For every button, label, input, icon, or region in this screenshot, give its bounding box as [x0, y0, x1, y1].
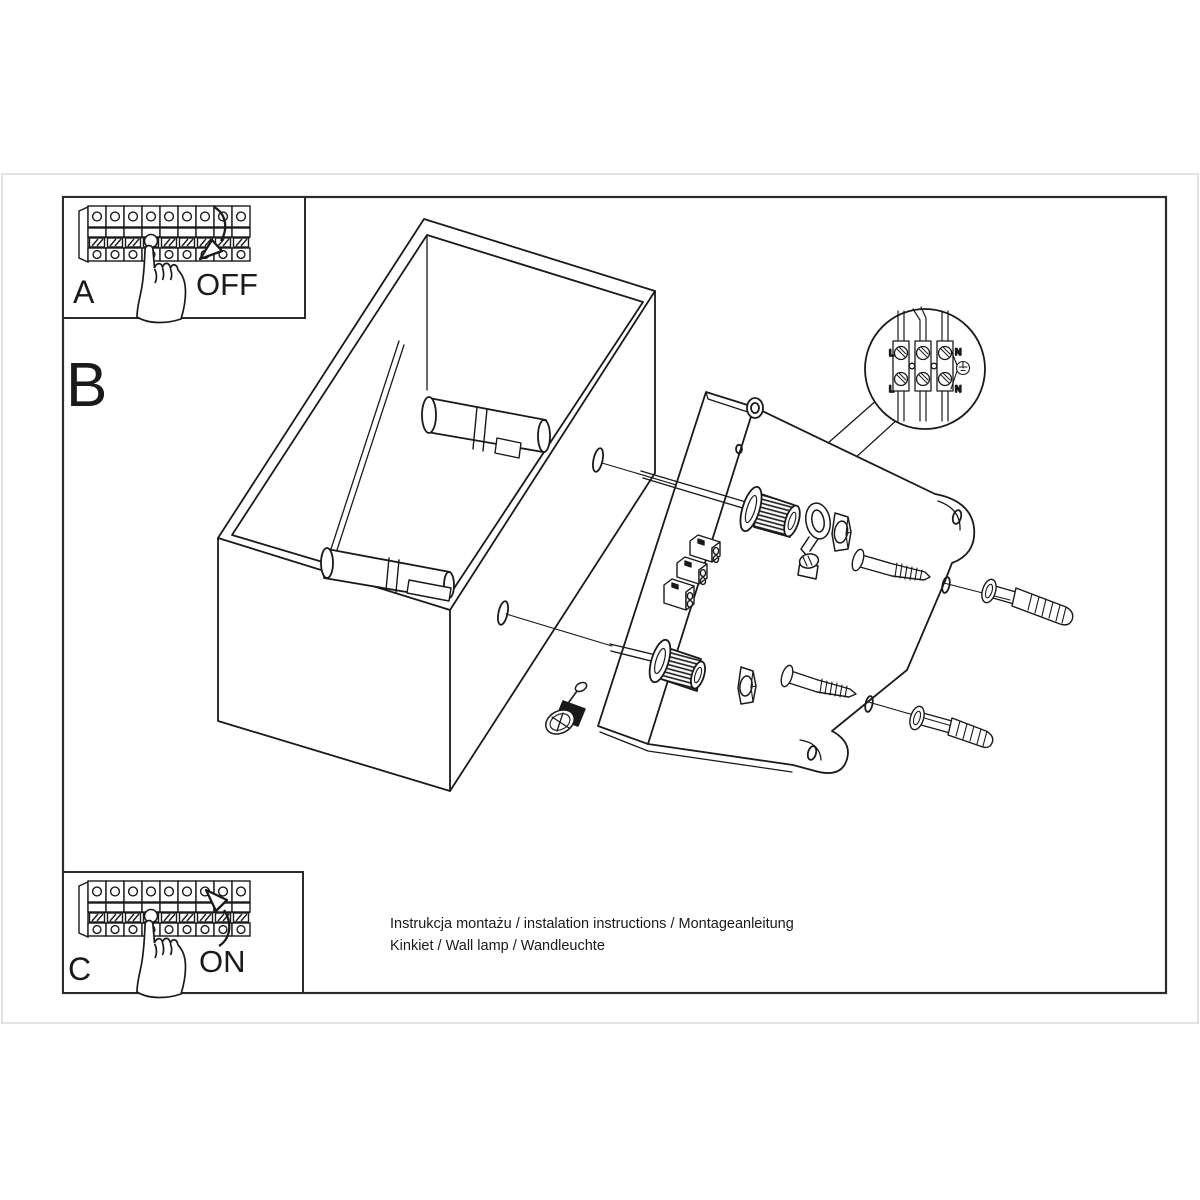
footer-line-1: Instrukcja montażu / instalation instructions / Montageanleitung [390, 916, 794, 932]
footer-line-2: Kinkiet / Wall lamp / Wandleuchte [390, 938, 605, 954]
exploded-view-drawing [218, 219, 1073, 791]
terminal-label-n-top: N [955, 347, 962, 357]
off-label: OFF [196, 267, 258, 302]
terminal-label-l-top: L [888, 348, 894, 358]
step-b-label: B [66, 351, 108, 420]
hex-nut-lower [738, 667, 756, 704]
hex-nut-upper [832, 513, 851, 551]
grounding-screw [542, 681, 589, 739]
step-a-label: A [73, 274, 95, 310]
wall-plug-upper [979, 578, 1072, 625]
step-c-label: C [68, 951, 92, 987]
on-label: ON [199, 944, 246, 979]
footer [390, 916, 794, 954]
wiring-detail-circle [865, 307, 985, 429]
wall-plug-lower [907, 705, 992, 748]
terminal-label-n-bottom: N [955, 384, 962, 394]
terminal-label-l-bottom: L [888, 384, 894, 394]
cable-grommet [747, 398, 763, 418]
